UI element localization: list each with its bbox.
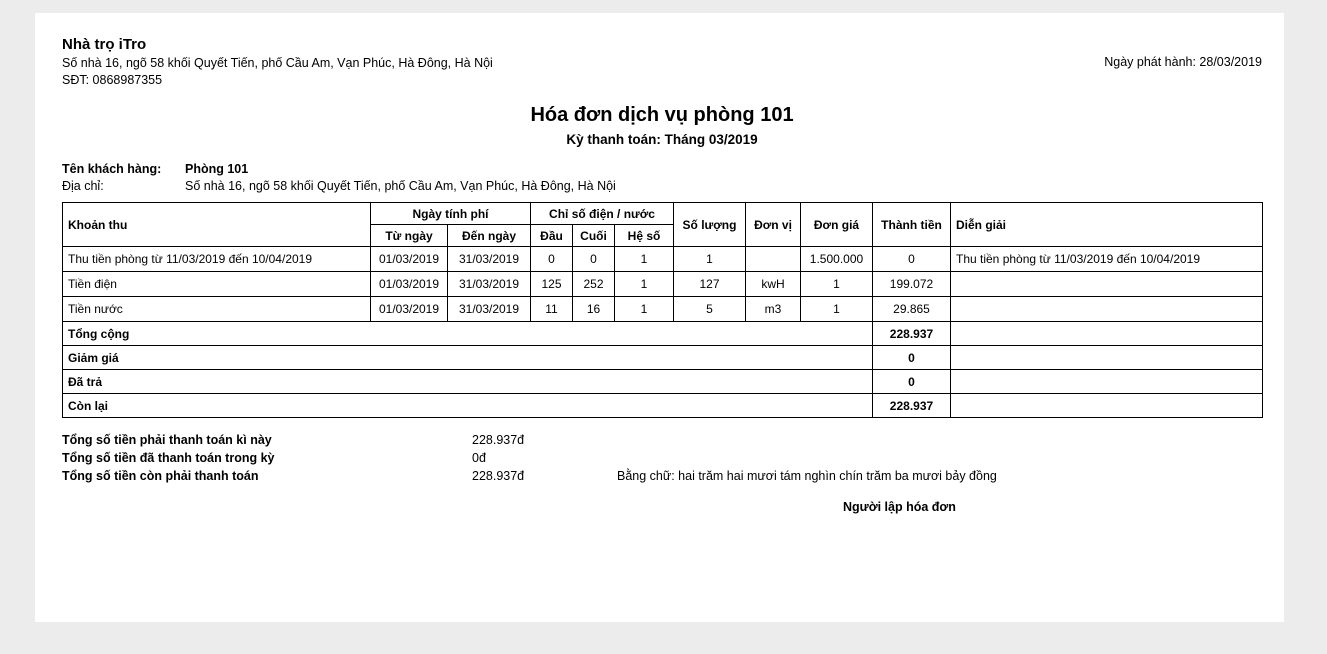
cell-note: Thu tiền phòng từ 11/03/2019 đến 10/04/2019 xyxy=(951,247,1263,272)
cell-factor: 1 xyxy=(615,297,674,322)
company-name: Nhà trọ iTro xyxy=(62,36,147,53)
cell-start-index: 11 xyxy=(531,297,573,322)
cell-quantity: 1 xyxy=(674,247,746,272)
summary-note xyxy=(951,322,1263,346)
cell-item: Tiền điện xyxy=(63,272,371,297)
table-header-row-1 xyxy=(63,203,1263,225)
cell-unit-price: 1 xyxy=(801,272,873,297)
total-paid-value: 0đ xyxy=(472,451,486,465)
summary-amount: 228.937 xyxy=(873,394,951,418)
col-header-fee-period: Ngày tính phí xyxy=(371,203,531,225)
col-header-unit: Đơn vị xyxy=(746,203,801,247)
total-remaining-row xyxy=(62,467,1262,485)
cell-factor: 1 xyxy=(615,272,674,297)
col-header-end-index: Cuối xyxy=(573,225,615,247)
summary-label: Tổng cộng xyxy=(63,322,873,346)
summary-note xyxy=(951,346,1263,370)
cell-start-index: 0 xyxy=(531,247,573,272)
cell-from-date: 01/03/2019 xyxy=(371,247,448,272)
table-row xyxy=(63,247,1263,272)
col-header-unit-price: Đơn giá xyxy=(801,203,873,247)
summary-amount: 228.937 xyxy=(873,322,951,346)
summary-label: Giảm giá xyxy=(63,346,873,370)
invoice-title: Hóa đơn dịch vụ phòng 101 xyxy=(530,104,794,126)
cell-item: Thu tiền phòng từ 11/03/2019 đến 10/04/2019 xyxy=(63,247,371,272)
customer-address-label: Địa chỉ: xyxy=(62,179,104,193)
company-info xyxy=(62,35,493,89)
cell-unit: kwH xyxy=(746,272,801,297)
summary-row-paid xyxy=(63,370,1263,394)
col-header-meter-index: Chỉ số điện / nước xyxy=(531,203,674,225)
total-remaining-label: Tổng số tiền còn phải thanh toán xyxy=(62,469,259,483)
summary-note xyxy=(951,370,1263,394)
cell-end-index: 0 xyxy=(573,247,615,272)
invoice-header xyxy=(62,35,1262,89)
cell-note xyxy=(951,297,1263,322)
customer-info xyxy=(62,161,1262,195)
summary-row-discount xyxy=(63,346,1263,370)
summary-amount: 0 xyxy=(873,370,951,394)
total-remaining-value: 228.937đ xyxy=(472,469,525,483)
totals-section xyxy=(62,431,1262,485)
invoice-page xyxy=(35,13,1284,622)
cell-to-date: 31/03/2019 xyxy=(448,272,531,297)
summary-note xyxy=(951,394,1263,418)
summary-label: Còn lại xyxy=(63,394,873,418)
cell-unit: m3 xyxy=(746,297,801,322)
total-paid-label: Tổng số tiền đã thanh toán trong kỳ xyxy=(62,451,275,465)
cell-amount: 29.865 xyxy=(873,297,951,322)
table-row xyxy=(63,297,1263,322)
total-due-label: Tổng số tiền phải thanh toán kì này xyxy=(62,433,272,447)
cell-start-index: 125 xyxy=(531,272,573,297)
col-header-factor: Hệ số xyxy=(615,225,674,247)
cell-to-date: 31/03/2019 xyxy=(448,247,531,272)
issue-date: Ngày phát hành: 28/03/2019 xyxy=(1104,55,1262,69)
total-due-row xyxy=(62,431,1262,449)
col-header-to-date: Đến ngày xyxy=(448,225,531,247)
cell-quantity: 127 xyxy=(674,272,746,297)
cell-unit xyxy=(746,247,801,272)
col-header-amount: Thành tiền xyxy=(873,203,951,247)
col-header-from-date: Từ ngày xyxy=(371,225,448,247)
cell-unit-price: 1.500.000 xyxy=(801,247,873,272)
company-address: Số nhà 16, ngõ 58 khối Quyết Tiến, phố Cầu Am, Vạn Phúc, Hà Đông, Hà Nội xyxy=(62,56,493,70)
col-header-quantity: Số lượng xyxy=(674,203,746,247)
cell-quantity: 5 xyxy=(674,297,746,322)
cell-note xyxy=(951,272,1263,297)
table-row xyxy=(63,272,1263,297)
cell-from-date: 01/03/2019 xyxy=(371,272,448,297)
cell-amount: 0 xyxy=(873,247,951,272)
cell-end-index: 252 xyxy=(573,272,615,297)
customer-name-row xyxy=(62,161,1262,178)
customer-name-label: Tên khách hàng: xyxy=(62,162,162,176)
cell-amount: 199.072 xyxy=(873,272,951,297)
total-due-value: 228.937đ xyxy=(472,433,525,447)
cell-end-index: 16 xyxy=(573,297,615,322)
summary-row-total xyxy=(63,322,1263,346)
col-header-item: Khoản thu xyxy=(63,203,371,247)
cell-factor: 1 xyxy=(615,247,674,272)
customer-name-value: Phòng 101 xyxy=(185,162,249,176)
summary-row-remaining xyxy=(63,394,1263,418)
cell-unit-price: 1 xyxy=(801,297,873,322)
signature-label: Người lập hóa đơn xyxy=(843,500,956,514)
summary-amount: 0 xyxy=(873,346,951,370)
col-header-note: Diễn giải xyxy=(951,203,1263,247)
amount-in-words: Bằng chữ: hai trăm hai mươi tám nghìn chín trăm ba mươi bảy đồng xyxy=(617,469,997,483)
summary-label: Đã trả xyxy=(63,370,873,394)
invoice-table xyxy=(62,202,1263,418)
cell-to-date: 31/03/2019 xyxy=(448,297,531,322)
cell-from-date: 01/03/2019 xyxy=(371,297,448,322)
company-phone: SĐT: 0868987355 xyxy=(62,73,163,87)
customer-address-value: Số nhà 16, ngõ 58 khối Quyết Tiến, phố Cầu Am, Vạn Phúc, Hà Đông, Hà Nội xyxy=(185,179,616,193)
billing-period: Kỳ thanh toán: Tháng 03/2019 xyxy=(566,132,758,147)
col-header-start-index: Đầu xyxy=(531,225,573,247)
total-paid-row xyxy=(62,449,1262,467)
cell-item: Tiền nước xyxy=(63,297,371,322)
customer-address-row xyxy=(62,178,1262,195)
